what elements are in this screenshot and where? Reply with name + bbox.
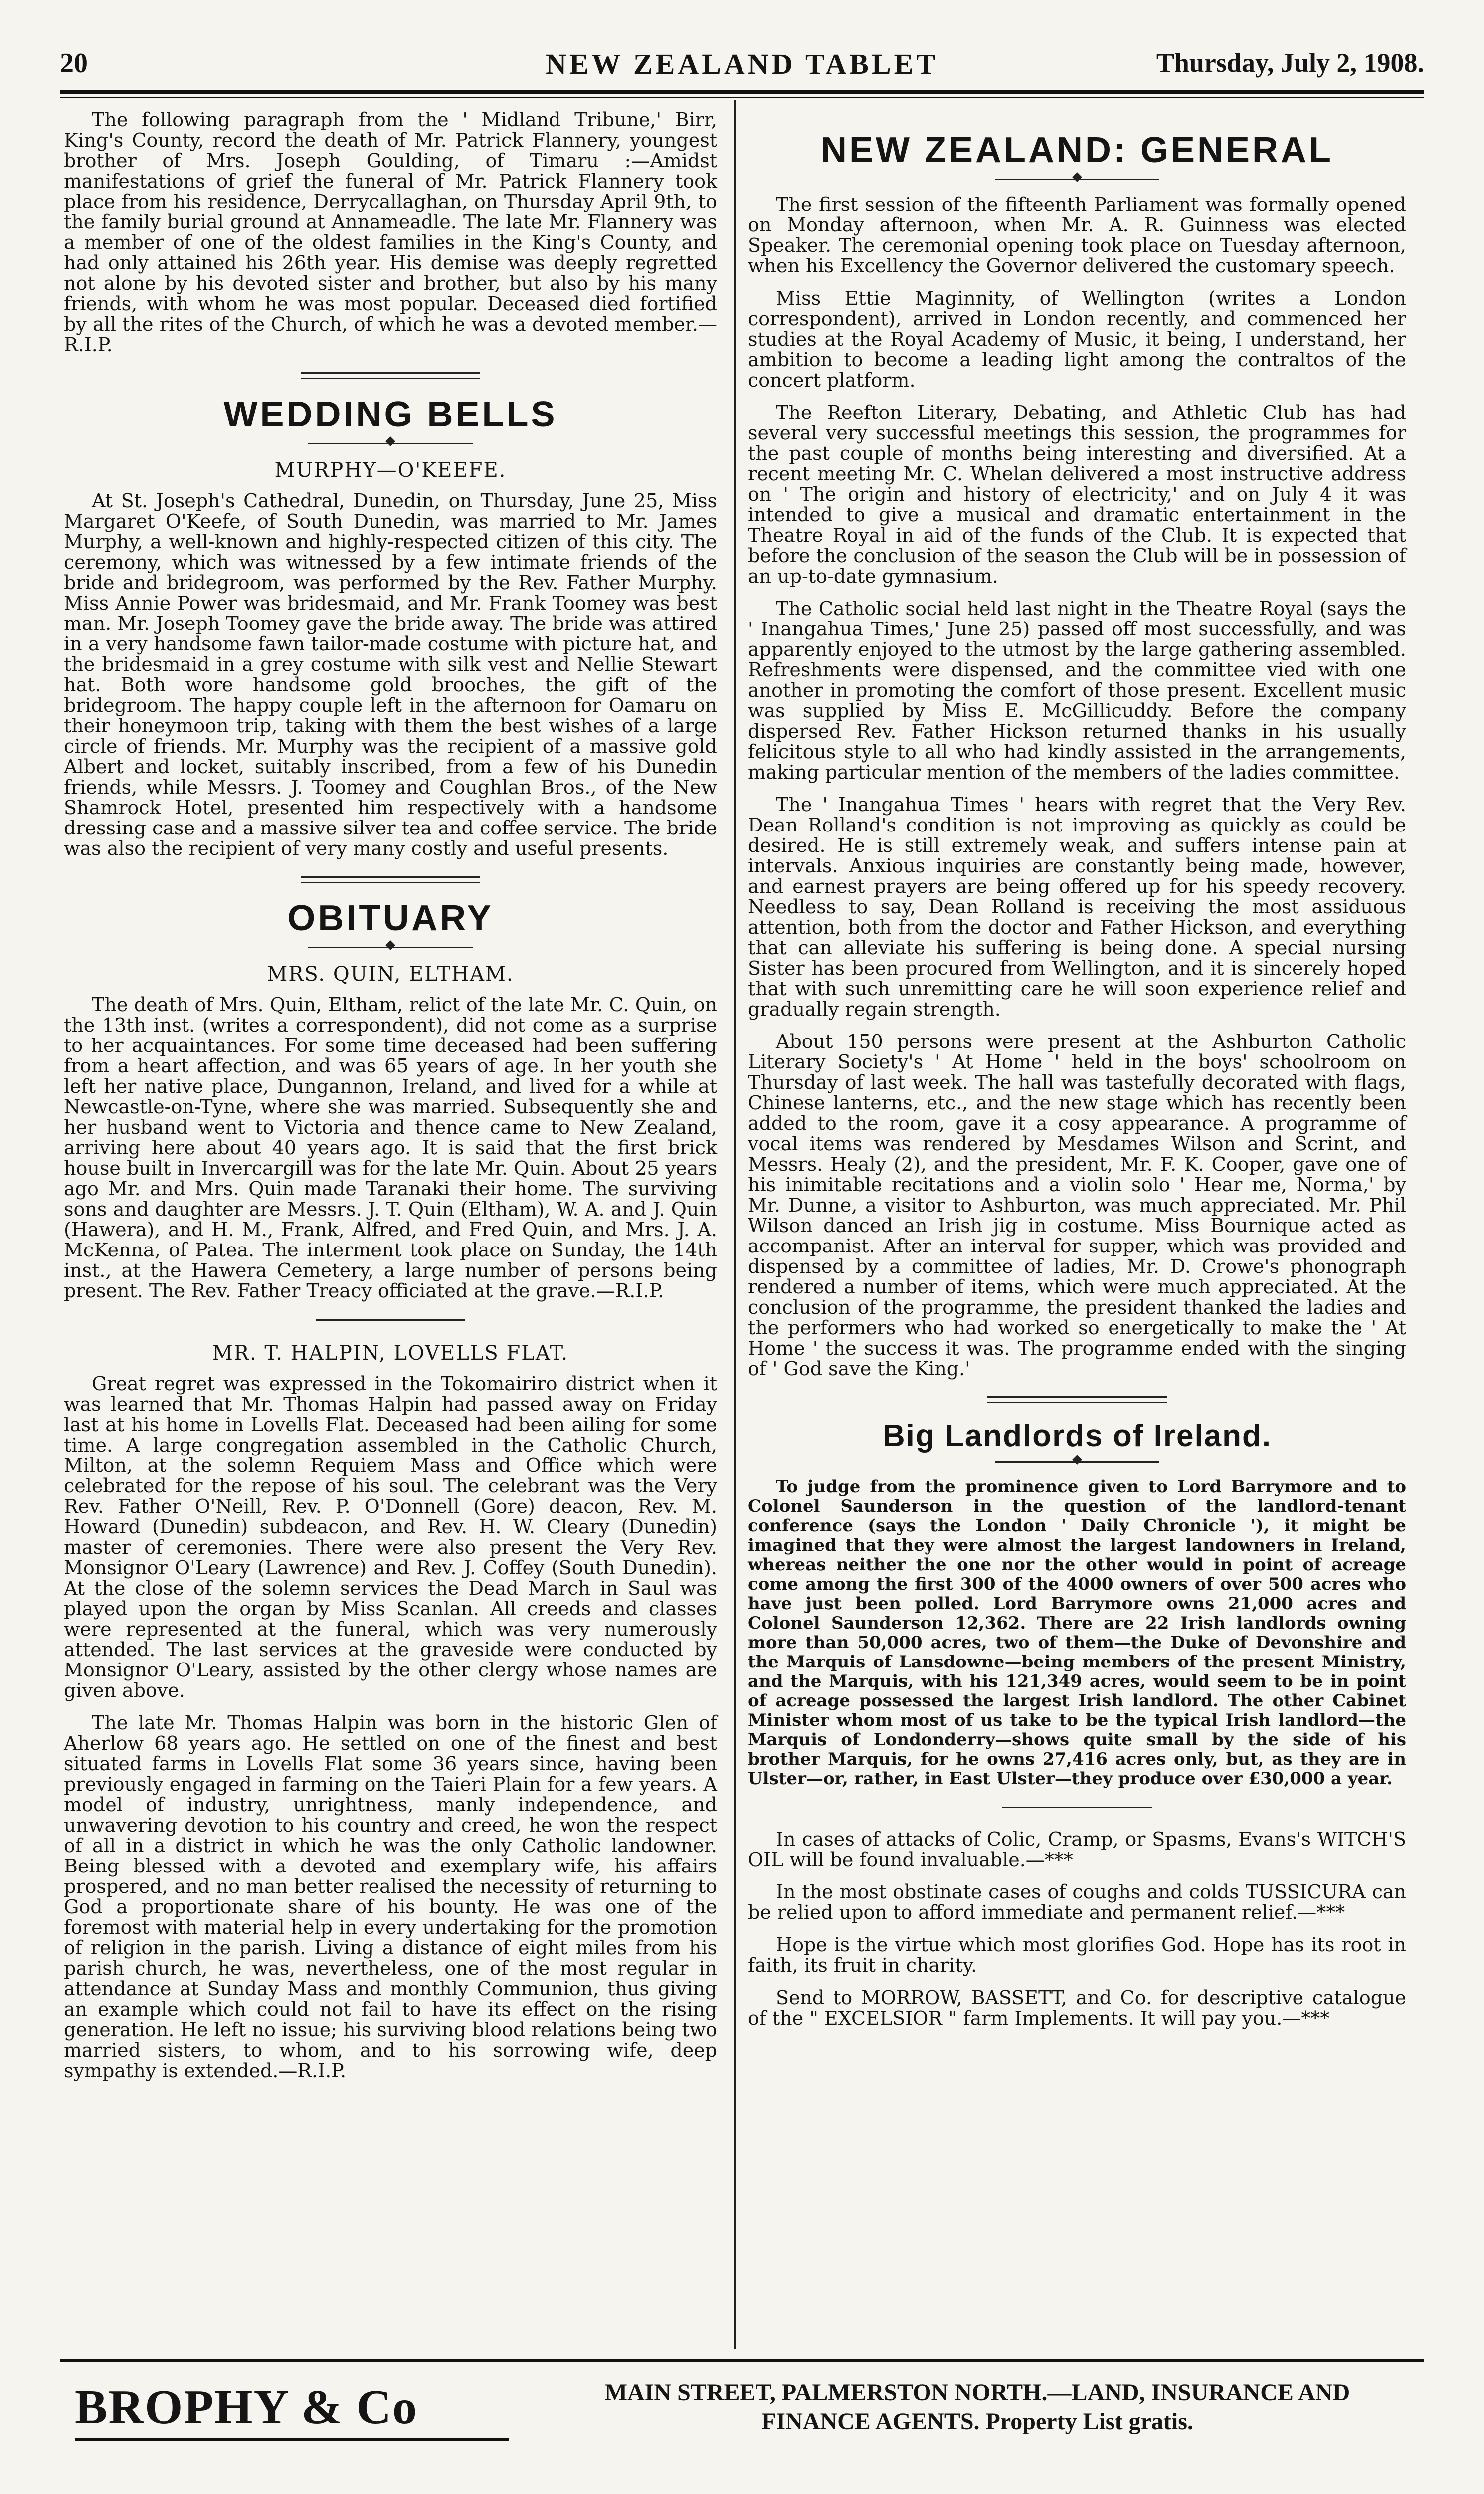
header-rule-thin [60, 97, 1424, 98]
wedding-paragraph: At St. Joseph's Cathedral, Dunedin, on Thursday, June 25, Miss Margaret O'Keefe, of South Dunedin, was married to Mr. James Murphy, a well-known and highly-respected citizen of this city. The ceremony, which was witnessed by a few intimate friends of the bride and bridegroom, was performed by the Rev. Father Murphy. Miss Annie Power was bridesmaid, and Mr. Frank Toomey was best man. Mr. Joseph Toomey gave the bride away. The bride was attired in a very handsome fawn tailor-made costume with picture hat, and the bridesmaid in a grey costume with silk vest and Nellie Stewart hat. Both wore handsome gold brooches, the gift of the bridegroom. The happy couple left in the afternoon for Oamaru on their honeymoon trip, taking with them the best wishes of a large circle of friends. Mr. Murphy was the recipient of a massive gold Albert and locket, suitably inscribed, from a few of his Dunedin friends, while Messrs. J. Toomey and Coughlan Bros., of the New Shamrock Hotel, presented him respectively with a handsome dressing case and a massive silver tea and coffee service. The bride was also the recipient of very many costly and useful presents. [64, 490, 717, 859]
masthead: NEW ZEALAND TABLET [545, 48, 939, 80]
ad-paragraph: In cases of attacks of Colic, Cramp, or Spasms, Evans's WITCH'S OIL will be found invaluable.—*** [748, 1828, 1406, 1870]
ornament-rule [995, 1460, 1159, 1463]
general-paragraph: The Reefton Literary, Debating, and Athletic Club has had several very successful meetings this session, the programmes for the past couple of months being interesting and diversified. At a recent meeting Mr. C. Whelan delivered a most instructive address on ' The origin and history of electricity,' and on July 4 it was intended to give a musical and dramatic entertainment in the Theatre Royal in aid of the funds of the Club. It is expected that before the conclusion of the season the Club will be in possession of an up-to-date gymnasium. [748, 402, 1406, 587]
general-paragraph: The first session of the fifteenth Parliament was formally opened on Monday afternoon, when Mr. A. R. Guinness was elected Speaker. The ceremonial opening took place on Tuesday afternoon, when his Excellency the Governor delivered the customary speech. [748, 194, 1406, 277]
section-separator [987, 1396, 1167, 1403]
landlords-paragraph: To judge from the prominence given to Lord Barrymore and to Colonel Saunderson in the question of the landlord-tenant conference (says the London ' Daily Chronicle '), it might be imagined that they were almost the largest landowners in Ireland, whereas neither the one nor the other would in point of acreage come among the first 300 of the 4000 owners of over 500 acres who have just been polled. Lord Barrymore owns 21,000 acres and Colonel Saunderson 12,362. There are 22 Irish landlords owning more than 50,000 acres, two of them—the Duke of Devonshire and the Marquis of Lansdowne—being members of the present Ministry, and the Marquis, with his 121,349 acres, would seem to be in point of acreage possessed the largest Irish landlord. The other Cabinet Minister whom most of us take to be the typical Irish landlord—the Marquis of Londonderry—shows quite small by the side of his brother Marquis, for he owns 27,416 acres only, but, as they are in Ulster—or, rather, in East Ulster—they produce over £30,000 a year. [748, 1477, 1406, 1789]
right-column [748, 110, 1406, 2041]
footer-advertisement [60, 2359, 1424, 2454]
halpin-paragraph: The late Mr. Thomas Halpin was born in the historic Glen of Aherlow 68 years ago. He settled on one of the finest and best situated farms in Lovells Flat some 36 years since, having been previously engaged in farming on the Taieri Plain for a few years. A model of industry, unrightness, manly independence, and unwavering devotion to his country and creed, he won the respect of all in a district in which he was the only Catholic landowner. Being blessed with a devoted and exemplary wife, his affairs prospered, and no man better realised the necessity of returning to God a proportionate share of his bounty. He was one of the foremost with material help in every undertaking for the promotion of religion in the parish. Living a distance of eight miles from his parish church, he was, nevertheless, one of the most regular in attendance at Sunday Mass and monthly Communion, thus giving an example which could not fail to have its effect on the rising generation. He left no issue; his surviving blood relations being two married sisters, to whom, and to his sorrowing wife, deep sympathy is extended.—R.I.P. [64, 1712, 717, 2081]
section-separator [301, 372, 480, 379]
obituary-heading: OBITUARY [287, 898, 494, 938]
general-paragraph: About 150 persons were present at the Ashburton Catholic Literary Society's ' At Home ' held in the boys' schoolroom on Thursday of last week. The hall was tastefully decorated with flags, Chinese lanterns, etc., and the new stage which has recently been added to the room, gave it a cosy appearance. A programme of vocal items was rendered by Mesdames Wilson and Scrint, and Messrs. Healy (2), and the president, Mr. F. K. Cooper, gave one of his inimitable recitations and a violin solo ' Hear me, Norma,' by Mr. Dunne, a visitor to Ashburton, was much appreciated. Mr. Phil Wilson danced an Irish jig in costume. Miss Bournique acted as accompanist. After an interval for supper, which was provided and dispensed by a committee of ladies, Mr. D. Crowe's phonograph rendered a number of items, which were much appreciated. At the conclusion of the programme, the president thanked the ladies and the performers who had worked so energetically to make the ' At Home ' the success it was. The programme ended with the singing of ' God save the King.' [748, 1031, 1406, 1380]
brand-underline [75, 2438, 509, 2441]
short-rule [1002, 1807, 1152, 1808]
issue-date: Thursday, July 2, 1908. [1156, 48, 1424, 78]
ornament-rule [308, 442, 473, 445]
ad-paragraph: Send to MORROW, BASSETT, and Co. for descriptive catalogue of the " EXCELSIOR " farm Implements. It will pay you.—*** [748, 1987, 1406, 2029]
ornament-rule [995, 178, 1159, 181]
flannery-paragraph: The following paragraph from the ' Midland Tribune,' Birr, King's County, record the death of Mr. Patrick Flannery, youngest brother of Mrs. Joseph Goulding, of Timaru :—Amidst manifestations of grief the funeral of Mr. Patrick Flannery took place from his residence, Derrycallaghan, on Thursday April 9th, to the family burial ground at Annameadle. The late Mr. Flannery was a member of one of the oldest families in the King's County, and had only attained his 26th year. His demise was deeply regretted not alone by his devoted sister and brother, but also by his many friends, with whom he was most popular. Deceased died fortified by all the rites of the Church, of which he was a devoted member.—R.I.P. [64, 109, 717, 356]
footer-line-2: FINANCE AGENTS. Property List gratis. [761, 2408, 1193, 2435]
ad-paragraph: In the most obstinate cases of coughs and colds TUSSICURA can be relied upon to afford immediate and permanent relief.—*** [748, 1881, 1406, 1923]
ornament-rule [308, 946, 473, 949]
footer-info [539, 2378, 1416, 2436]
short-rule [316, 1319, 465, 1321]
halpin-paragraph: Great regret was expressed in the Tokomairiro district when it was learned that Mr. Thomas Halpin had passed away on Friday last at his home in Lovells Flat. Deceased had been ailing for some time. A large congregation assembled in the Catholic Church, Milton, at the solemn Requiem Mass and Office which were celebrated for the repose of his soul. The celebrant was the Very Rev. Father O'Neill, Rev. P. O'Donnell (Gore) deacon, Rev. M. Howard (Dunedin) subdeacon, and Rev. H. W. Cleary (Dunedin) master of ceremonies. There were also present the Very Rev. Monsignor O'Leary (Lawrence) and Rev. J. Coffey (South Dunedin). At the close of the solemn services the Dead March in Saul was played upon the organ by Miss Scanlan. All creeds and classes were represented at the funeral, which was very numerously attended. The last services at the graveside were conducted by Monsignor O'Leary, assisted by the other clergy whose names are given above. [64, 1373, 717, 1701]
ad-paragraph: Hope is the virtue which most glorifies God. Hope has its root in faith, its fruit in charity. [748, 1934, 1406, 1976]
left-column [64, 110, 717, 2093]
general-paragraph: The Catholic social held last night in the Theatre Royal (says the ' Inangahua Times,' June 25) passed off most successfully, and was apparently enjoyed to the utmost by the large gathering assembled. Refreshments were dispensed, and the committee vied with one another in promoting the comfort of those present. Excellent music was supplied by Miss E. McGillicuddy. Before the company dispersed Rev. Father Hickson returned thanks in his usually felicitous style to all who had kindly assisted in the arrangements, making particular mention of the members of the ladies committee. [748, 598, 1406, 783]
page-number: 20 [60, 48, 88, 79]
wedding-subheading: MURPHY—O'KEEFE. [274, 459, 507, 482]
general-paragraph: The ' Inangahua Times ' hears with regret that the Very Rev. Dean Rolland's condition is not improving as quickly as could be desired. He is still extremely weak, and suffers intense pain at intervals. Anxious inquiries are constantly being made, however, and earnest prayers are being offered up for his speedy recovery. Needless to say, Dean Rolland is receiving the most assiduous attention, both from the doctor and Father Hickson, and everything that can alleviate his suffering is being done. A special nursing Sister has been procured from Wellington, and it is sincerely hoped that with such unremitting care he will soon experience relief and gradually regain strength. [748, 794, 1406, 1020]
nz-general-heading: NEW ZEALAND: GENERAL [821, 130, 1333, 170]
landlords-article [748, 1477, 1406, 1789]
header-rule [60, 90, 1424, 94]
page-header [60, 47, 1424, 92]
footer-line-1: MAIN STREET, PALMERSTON NORTH.—LAND, INSURANCE AND [604, 2379, 1350, 2406]
landlords-heading: Big Landlords of Ireland. [882, 1419, 1272, 1453]
quin-paragraph: The death of Mrs. Quin, Eltham, relict of the late Mr. C. Quin, on the 13th inst. (writes a correspondent), did not come as a surprise to her acquaintances. For some time deceased had been suffering from a heart affection, and was 65 years of age. In her youth she left her native place, Dungannon, Ireland, and lived for a while at Newcastle-on-Tyne, where she was married. Subsequently she and her husband went to Victoria and thence came to New Zealand, arriving here about 40 years ago. It is said that the first brick house built in Invercargill was for the late Mr. Quin. About 25 years ago Mr. and Mrs. Quin made Taranaki their home. The surviving sons and daughter are Messrs. J. T. Quin (Eltham), W. A. and J. Quin (Hawera), and H. M., Frank, Alfred, and Fred Quin, and Mrs. J. A. McKenna, of Patea. The interment took place on Sunday, the 14th inst., at the Hawera Cemetery, a large number of persons being present. The Rev. Father Treacy officiated at the grave.—R.I.P. [64, 994, 717, 1302]
general-paragraph: Miss Ettie Maginnity, of Wellington (writes a London correspondent), arrived in London recently, and commenced her studies at the Royal Academy of Music, it being, I understand, her ambition to become a leading light among the contraltos of the concert platform. [748, 287, 1406, 391]
footer-rule [60, 2359, 1424, 2362]
column-divider [734, 100, 736, 2349]
wedding-bells-heading: WEDDING BELLS [223, 395, 557, 434]
halpin-subheading: MR. T. HALPIN, LOVELLS FLAT. [212, 1342, 569, 1365]
brophy-brand: BROPHY & Co [75, 2380, 418, 2434]
quin-subheading: MRS. QUIN, ELTHAM. [267, 963, 514, 986]
section-separator [301, 876, 480, 883]
